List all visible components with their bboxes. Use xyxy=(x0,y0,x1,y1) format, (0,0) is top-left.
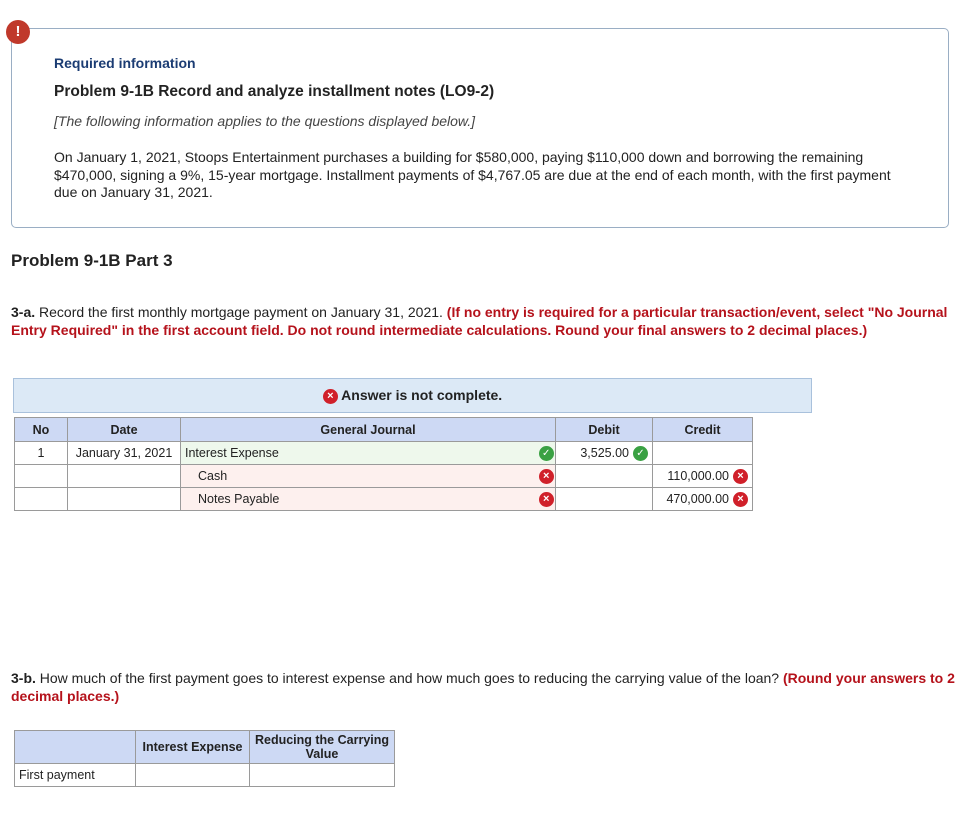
account-status xyxy=(538,465,556,488)
incorrect-icon: × xyxy=(323,389,338,404)
required-information-title: Required information xyxy=(54,55,196,71)
incorrect-icon: × xyxy=(733,492,748,507)
table-row xyxy=(15,442,753,465)
header-general-journal: General Journal xyxy=(181,418,556,442)
header-blank xyxy=(15,731,136,764)
account-select[interactable]: Notes Payable xyxy=(181,488,538,511)
question-3b-instruction: (Round your answers to 2 decimal places.) xyxy=(11,670,955,704)
question-3b-text: How much of the first payment goes to interest expense and how much goes to reducing the carrying value of the loan? xyxy=(35,670,783,686)
question-3b xyxy=(11,669,956,705)
table-row xyxy=(15,465,753,488)
correct-icon: ✓ xyxy=(539,446,554,461)
payment-allocation-table xyxy=(14,730,395,787)
header-reducing-carrying-value: Reducing the Carrying Value xyxy=(250,731,395,764)
info-note: [The following information applies to the questions displayed below.] xyxy=(54,113,476,129)
account-select[interactable]: Cash xyxy=(181,465,538,488)
credit-value: 470,000.00 xyxy=(666,492,729,506)
table-header-row xyxy=(15,418,753,442)
problem-description: On January 1, 2021, Stoops Entertainment purchases a building for $580,000, paying $110,000 down and borrowing the remaining $470,000, signing a 9%, 15-year mortgage. Installment payments of $4,767.05 are due at the end of each month, with the first payment due on January 31, 2021. xyxy=(54,149,891,200)
question-3a xyxy=(11,303,956,339)
problem-title: Problem 9-1B Record and analyze installment notes (LO9-2) xyxy=(54,83,495,100)
credit-input[interactable] xyxy=(653,488,753,511)
question-3a-text: Record the first monthly mortgage payment on January 31, 2021. xyxy=(35,304,447,320)
alert-icon: ! xyxy=(6,20,30,44)
table-row xyxy=(15,764,395,787)
entry-number xyxy=(15,488,68,511)
reducing-carrying-value-input[interactable] xyxy=(250,764,395,787)
account-status xyxy=(538,488,556,511)
debit-value: 3,525.00 xyxy=(580,446,629,460)
header-date: Date xyxy=(68,418,181,442)
incorrect-icon: × xyxy=(539,492,554,507)
correct-icon: ✓ xyxy=(633,446,648,461)
answer-status-text: Answer is not complete. xyxy=(341,387,503,403)
question-3a-label: 3-a. xyxy=(11,304,36,320)
answer-status-banner xyxy=(13,378,812,413)
first-payment-label: First payment xyxy=(15,764,136,787)
account-select[interactable]: Interest Expense xyxy=(181,442,538,465)
part-title: Problem 9-1B Part 3 xyxy=(11,251,173,270)
header-interest-expense: Interest Expense xyxy=(136,731,250,764)
date-select[interactable] xyxy=(68,465,181,488)
entry-number xyxy=(15,465,68,488)
table-header-row xyxy=(15,731,395,764)
credit-input[interactable] xyxy=(653,465,753,488)
header-debit: Debit xyxy=(556,418,653,442)
debit-input[interactable] xyxy=(556,465,653,488)
entry-number: 1 xyxy=(15,442,68,465)
table-row xyxy=(15,488,753,511)
date-select[interactable]: January 31, 2021 xyxy=(68,442,181,465)
credit-input[interactable] xyxy=(653,442,753,465)
credit-value: 110,000.00 xyxy=(667,469,729,483)
header-no: No xyxy=(15,418,68,442)
account-status xyxy=(538,442,556,465)
question-3a-instruction: (If no entry is required for a particular transaction/event, select "No Journal Entry Required" in the first account field. Do not round intermediate calculations. Round your final answers to 2 decimal places.) xyxy=(11,304,948,338)
header-credit: Credit xyxy=(653,418,753,442)
journal-entry-table xyxy=(14,417,753,511)
incorrect-icon: × xyxy=(539,469,554,484)
interest-expense-input[interactable] xyxy=(136,764,250,787)
debit-input[interactable] xyxy=(556,442,653,465)
incorrect-icon: × xyxy=(733,469,748,484)
question-3b-label: 3-b. xyxy=(11,670,36,686)
debit-input[interactable] xyxy=(556,488,653,511)
date-select[interactable] xyxy=(68,488,181,511)
